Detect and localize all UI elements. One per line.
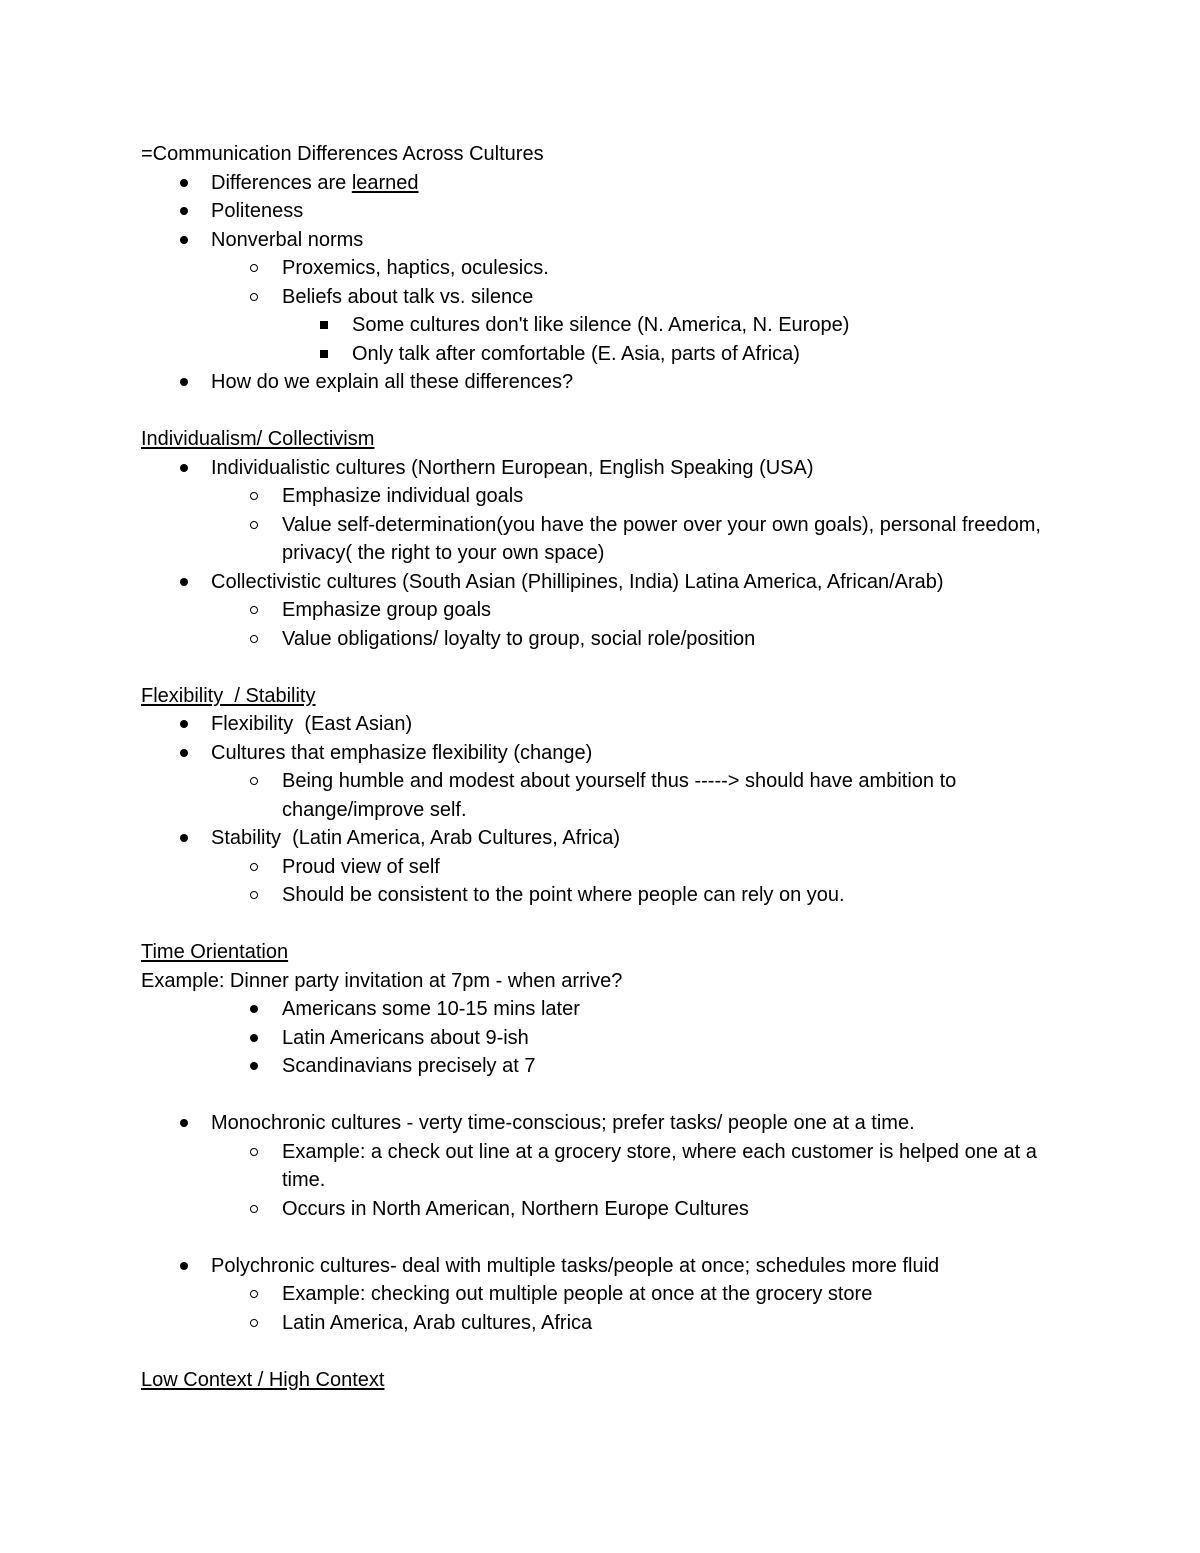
list-item-text: Only talk after comfortable (E. Asia, parts of Africa)	[352, 342, 800, 365]
list-item	[141, 368, 1081, 397]
list-item-text: Some cultures don't like silence (N. America, N. Europe)	[352, 314, 850, 336]
disc-bullet-icon	[180, 1262, 188, 1270]
disc-bullet-icon	[180, 378, 188, 386]
circle-bullet-icon	[250, 606, 258, 614]
list-item	[141, 1024, 1081, 1053]
list-item	[141, 283, 1081, 312]
list-item-text: Politeness	[211, 200, 304, 222]
list-item-text: Being humble and modest about yourself thus -----> should have ambition to change/improve self.	[282, 770, 957, 821]
monochronic-list	[141, 1109, 1081, 1223]
list-item	[141, 454, 1081, 483]
disc-bullet-icon	[180, 1119, 188, 1127]
disc-bullet-icon	[180, 236, 188, 244]
list-item	[141, 739, 1081, 768]
disc-bullet-icon	[180, 578, 188, 586]
list-item-text: Emphasize individual goals	[282, 485, 524, 507]
list-item-text: Monochronic cultures - verty time-conscious; prefer tasks/ people one at a time.	[211, 1112, 915, 1134]
list-item-text: Individualistic cultures (Northern European, English Speaking (USA)	[211, 456, 814, 479]
list-item-text: Should be consistent to the point where people can rely on you.	[282, 884, 845, 906]
disc-bullet-icon	[180, 179, 188, 187]
list-item-text: Flexibility (East Asian)	[211, 713, 413, 735]
section-title-context: Low Context / High Context	[141, 1368, 385, 1391]
list-item-text: Proxemics, haptics, oculesics.	[282, 257, 549, 279]
list-item	[141, 710, 1081, 739]
circle-bullet-icon	[250, 777, 258, 785]
list-item	[141, 824, 1081, 853]
list-item	[141, 169, 1081, 198]
circle-bullet-icon	[250, 492, 258, 500]
disc-bullet-icon	[180, 749, 188, 757]
disc-bullet-icon	[180, 834, 188, 842]
list-item	[141, 1252, 1081, 1281]
list-item	[141, 482, 1081, 511]
list-item-text: Latin America, Arab cultures, Africa	[282, 1311, 593, 1334]
list-item-text: Emphasize group goals	[282, 599, 492, 621]
spacer	[141, 653, 1081, 682]
list-item-text: Collectivistic cultures (South Asian (Phillipines, India) Latina America, African/Arab)	[211, 570, 944, 593]
list-item-text: Stability (Latin America, Arab Cultures, Africa)	[211, 827, 621, 849]
list-item	[141, 596, 1081, 625]
circle-bullet-icon	[250, 1319, 258, 1327]
spacer	[141, 1081, 1081, 1110]
list-item-text: Polychronic cultures- deal with multiple tasks/people at once; schedules more fluid	[211, 1254, 940, 1277]
list-item-text: Differences are	[211, 171, 352, 194]
communication-list	[141, 169, 1081, 397]
list-item	[141, 1195, 1081, 1224]
list-item-text: Americans some 10-15 mins later	[282, 998, 580, 1020]
individualism-list	[141, 454, 1081, 654]
section-title-flexibility: Flexibility / Stability	[141, 684, 316, 707]
list-item-text: Example: checking out multiple people at once at the grocery store	[282, 1283, 873, 1305]
polychronic-list	[141, 1252, 1081, 1338]
time-example: Example: Dinner party invitation at 7pm - when arrive?	[141, 969, 623, 992]
document-page	[141, 140, 1081, 1394]
section-title-communication: =Communication Differences Across Cultures	[141, 143, 544, 165]
circle-bullet-icon	[250, 521, 258, 529]
list-item-text: Value obligations/ loyalty to group, social role/position	[282, 627, 756, 650]
time-example-list	[141, 995, 1081, 1081]
list-item	[141, 625, 1081, 654]
disc-bullet-icon	[250, 1034, 258, 1042]
disc-bullet-icon	[250, 1062, 258, 1070]
list-item-text: Cultures that emphasize flexibility (change)	[211, 741, 593, 764]
spacer	[141, 1223, 1081, 1252]
circle-bullet-icon	[250, 264, 258, 272]
spacer	[141, 397, 1081, 426]
list-item-text: Value self-determination(you have the power over your own goals), personal freedom, privacy( the right to your own space)	[282, 513, 1041, 564]
disc-bullet-icon	[180, 464, 188, 472]
circle-bullet-icon	[250, 1205, 258, 1213]
list-item	[141, 1138, 1081, 1195]
list-item	[141, 568, 1081, 597]
disc-bullet-icon	[180, 207, 188, 215]
list-item	[141, 995, 1081, 1024]
list-item	[141, 254, 1081, 283]
list-item-text: Nonverbal norms	[211, 228, 364, 251]
list-item	[141, 1109, 1081, 1138]
underlined-word: learned	[351, 171, 419, 194]
circle-bullet-icon	[250, 1148, 258, 1156]
list-item	[141, 1052, 1081, 1081]
list-item-text: How do we explain all these differences?	[211, 371, 574, 393]
list-item-text: Latin Americans about 9-ish	[282, 1026, 529, 1049]
list-item-text: Occurs in North American, Northern Europe Cultures	[282, 1197, 749, 1220]
list-item	[141, 197, 1081, 226]
disc-bullet-icon	[180, 720, 188, 728]
list-item	[141, 311, 1081, 340]
circle-bullet-icon	[250, 293, 258, 301]
section-title-individualism: Individualism/ Collectivism	[141, 428, 375, 450]
square-bullet-icon	[320, 321, 328, 329]
circle-bullet-icon	[250, 863, 258, 871]
circle-bullet-icon	[250, 1290, 258, 1298]
list-item-text: Scandinavians precisely at 7	[282, 1055, 536, 1077]
spacer	[141, 1337, 1081, 1366]
circle-bullet-icon	[250, 635, 258, 643]
list-item-text: Proud view of self	[282, 855, 440, 878]
list-item	[141, 767, 1081, 824]
list-item	[141, 226, 1081, 255]
spacer	[141, 910, 1081, 939]
flexibility-list	[141, 710, 1081, 910]
list-item-text: Beliefs about talk vs. silence	[282, 285, 534, 308]
list-item	[141, 340, 1081, 369]
list-item	[141, 511, 1081, 568]
square-bullet-icon	[320, 350, 328, 358]
list-item-text: Example: a check out line at a grocery store, where each customer is helped one at a time.	[282, 1140, 1037, 1191]
disc-bullet-icon	[250, 1005, 258, 1013]
list-item	[141, 1280, 1081, 1309]
section-title-time: Time Orientation	[141, 941, 289, 963]
list-item	[141, 881, 1081, 910]
list-item	[141, 1309, 1081, 1338]
circle-bullet-icon	[250, 891, 258, 899]
list-item	[141, 853, 1081, 882]
